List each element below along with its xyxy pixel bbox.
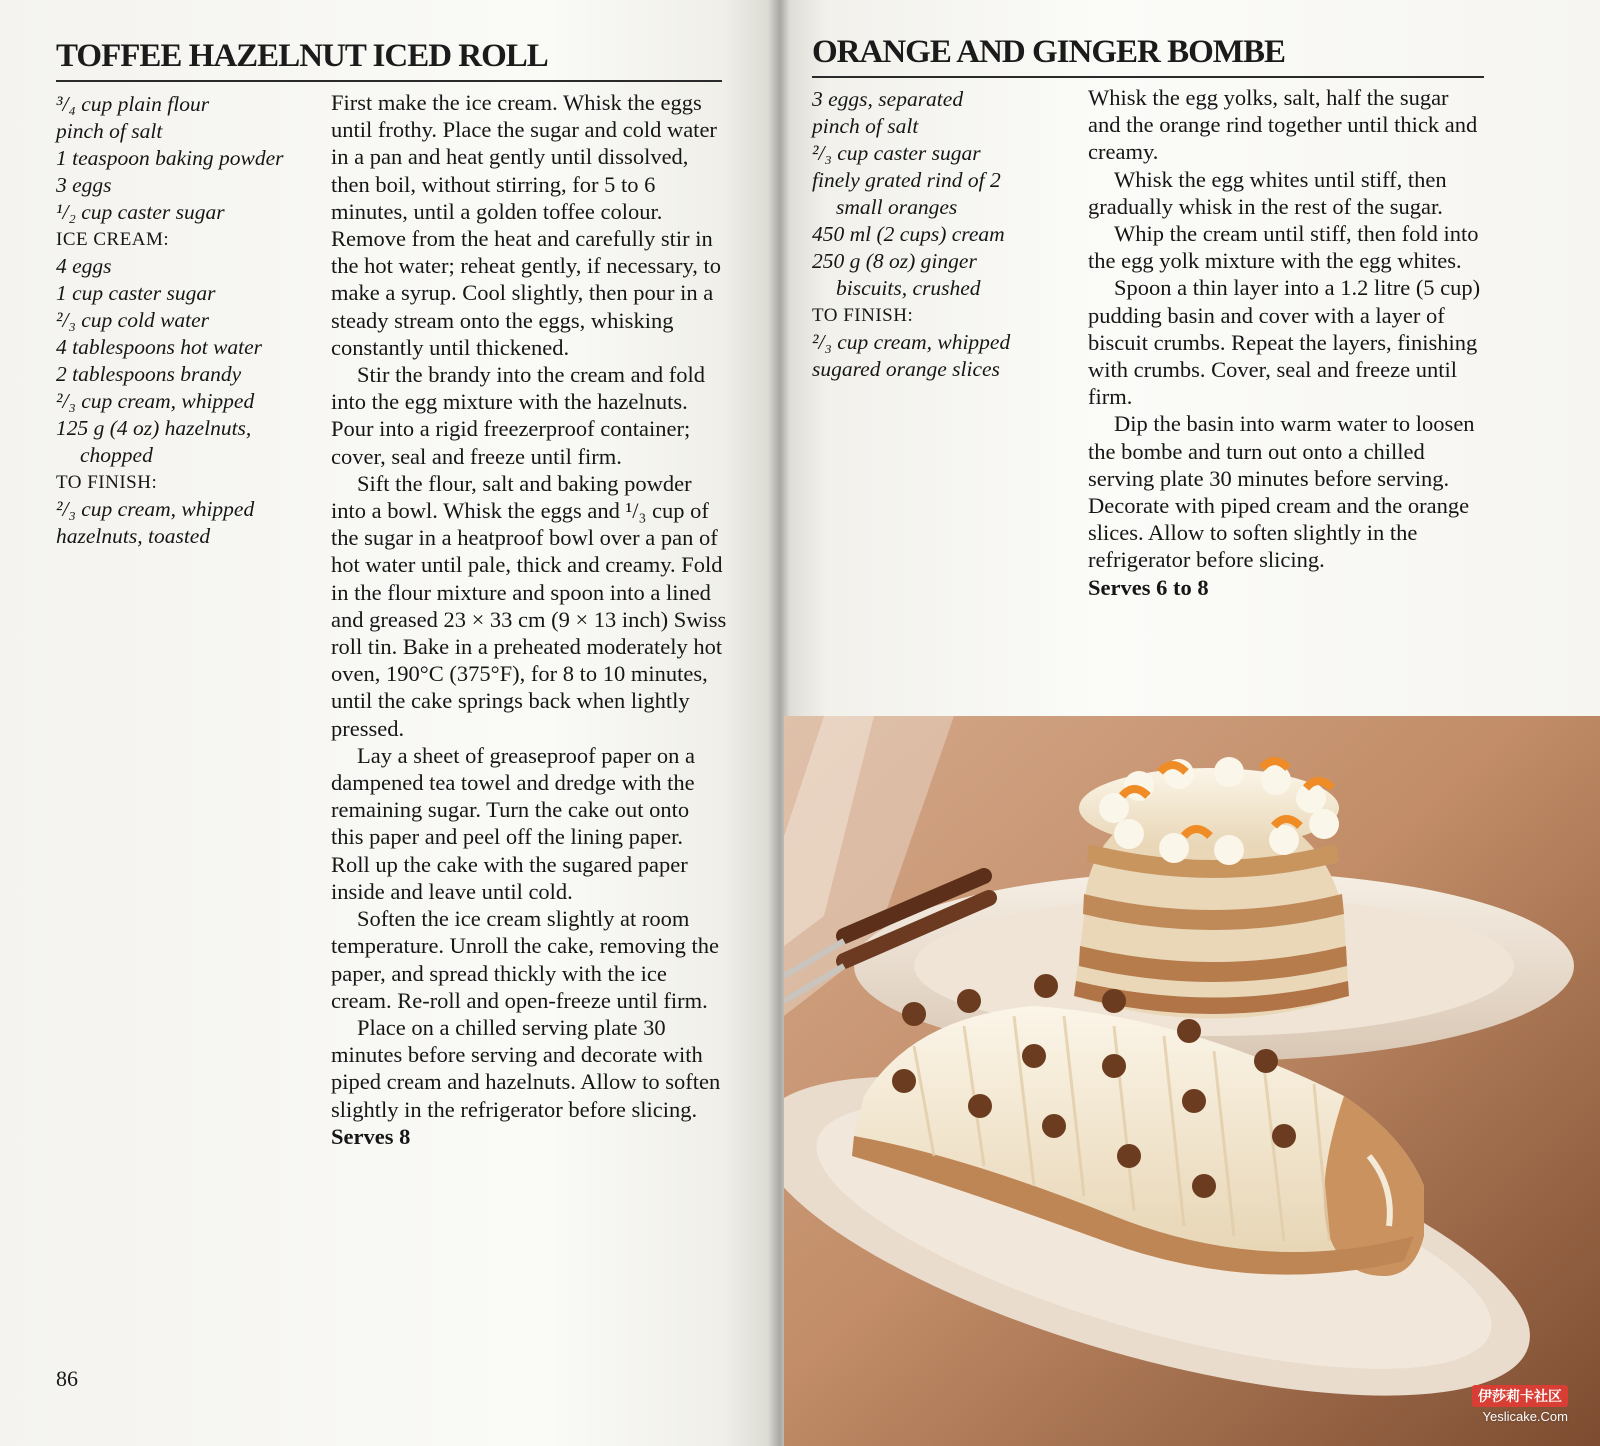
ingredient-item: pinch of salt	[56, 119, 163, 143]
ingredient-item: ²/₃ cup cream, whipped	[56, 389, 255, 413]
method-paragraph: Whisk the egg whites until stiff, then gradually whisk in the rest of the sugar.	[1088, 166, 1447, 219]
watermark-url: Yeslicake.Com	[1482, 1409, 1568, 1424]
title-rule	[812, 76, 1484, 78]
method-paragraph: Spoon a thin layer into a 1.2 litre (5 cup) pudding basin and cover with a layer of biscuit crumbs. Repeat the layers, finishing with crumbs. Cover, seal and freeze until firm.	[1088, 275, 1481, 410]
ingredient-item: 1 cup caster sugar	[56, 281, 216, 305]
method-paragraph: Dip the basin into warm water to loosen the bombe and turn out onto a chilled serving plate 30 minutes before serving. Decorate with piped cream and the orange slices. Allow to soften slightly in the refrigerator before slicing.	[1088, 411, 1475, 573]
ingredient-item: 125 g (4 oz) hazelnuts,	[56, 416, 252, 440]
page-number: 86	[56, 1366, 78, 1391]
method-paragraph: Lay a sheet of greaseproof paper on a dampened tea towel and dredge with the remaining sugar. Turn the cake out onto this paper and peel off the lining paper. Roll up the cake with the sugared paper inside and leave until cold.	[331, 742, 695, 904]
method-paragraph: Soften the ice cream slightly at room temperature. Unroll the cake, removing the paper, and spread thickly with the ice cream. Re-roll and open-freeze until firm.	[331, 906, 719, 1013]
ingredient-item: 3 eggs, separated	[812, 87, 964, 111]
ingredient-section-heading: TO FINISH:	[56, 472, 158, 493]
ingredient-item: 4 eggs	[56, 254, 112, 278]
method-paragraph: Sift the flour, salt and baking powder into a bowl. Whisk the eggs and ¹/₃ cup of the sugar in a heatproof bowl over a pan of hot water until pale, thick and creamy. Fold in the flour mixture and spoon into a lined and greased 23 × 33 cm (9 × 13 inch) Swiss roll tin. Bake in a preheated moderately hot oven, 190°C (375°F), for 8 to 10 minutes, until the cake springs back when lightly pressed.	[331, 470, 727, 741]
ingredient-item: ²/₃ cup cream, whipped	[812, 330, 1011, 354]
ingredient-section-heading: ICE CREAM:	[56, 229, 170, 250]
method-paragraph: First make the ice cream. Whisk the eggs until frothy. Place the sugar and cold water in a pan and heat gently until dissolved, then boil, without stirring, for 5 to 6 minutes, until a golden toffee colour. Remove from the heat and carefully stir in the hot water; reheat gently, if necessary, to make a syrup. Cool slightly, then pour in a steady stream onto the eggs, whisking constantly until thickened.	[331, 90, 722, 360]
ingredient-item: ¹/₂ cup caster sugar	[56, 200, 225, 224]
ingredient-item: 2 tablespoons brandy	[56, 362, 242, 386]
serves-note: Serves 8	[331, 1123, 411, 1149]
recipe-title-toffee-hazelnut: TOFFEE HAZELNUT ICED ROLL	[56, 38, 548, 74]
method-text	[331, 89, 727, 1150]
bombe-cake	[1074, 757, 1349, 1019]
method-text	[1088, 84, 1486, 601]
ingredient-item: pinch of salt	[812, 114, 919, 138]
ingredient-item: small oranges	[836, 195, 958, 219]
ingredient-item: hazelnuts, toasted	[56, 524, 211, 548]
ingredient-list	[56, 91, 284, 550]
watermark	[1472, 1385, 1568, 1424]
method-paragraph: Place on a chilled serving plate 30 minutes before serving and decorate with piped cream and hazelnuts. Allow to soften slightly in the refrigerator before slicing.	[331, 1014, 721, 1122]
ingredient-item: finely grated rind of 2	[812, 168, 1001, 192]
ingredient-item: chopped	[80, 443, 153, 467]
ingredient-item: 4 tablespoons hot water	[56, 335, 263, 359]
method-paragraph: Stir the brandy into the cream and fold into the egg mixture with the hazelnuts. Pour into a rigid freezerproof container; cover, seal and freeze until firm.	[331, 362, 706, 469]
ingredient-item: ²/₃ cup cold water	[56, 308, 210, 332]
title-rule	[56, 80, 722, 82]
ingredient-item: 1 teaspoon baking powder	[56, 146, 284, 170]
ingredient-item: ²/₃ cup caster sugar	[812, 141, 981, 165]
ingredient-item: ²/₃ cup cream, whipped	[56, 497, 255, 521]
ingredient-list	[812, 86, 1010, 383]
dessert-illustration	[784, 716, 1600, 1446]
watermark-site-name: 伊莎莉卡社区	[1472, 1385, 1568, 1407]
method-paragraph: Whip the cream until stiff, then fold into the egg yolk mixture with the egg whites.	[1088, 221, 1479, 274]
method-paragraph: Whisk the egg yolks, salt, half the sugar and the orange rind together until thick and creamy.	[1088, 85, 1478, 165]
ingredient-item: 3 eggs	[56, 173, 112, 197]
ingredient-item: 450 ml (2 cups) cream	[812, 222, 1005, 246]
ingredient-item: sugared orange slices	[812, 357, 1000, 381]
ingredient-item: biscuits, crushed	[836, 276, 981, 300]
dessert-photo	[784, 716, 1600, 1446]
ingredient-section-heading: TO FINISH:	[812, 305, 914, 326]
left-page	[0, 0, 778, 1446]
ingredient-item: ³/₄ cup plain flour	[56, 92, 210, 116]
recipe-title-orange-ginger: ORANGE AND GINGER BOMBE	[812, 34, 1285, 70]
ingredient-item: 250 g (8 oz) ginger	[812, 249, 977, 273]
serves-note: Serves 6 to 8	[1088, 574, 1209, 600]
